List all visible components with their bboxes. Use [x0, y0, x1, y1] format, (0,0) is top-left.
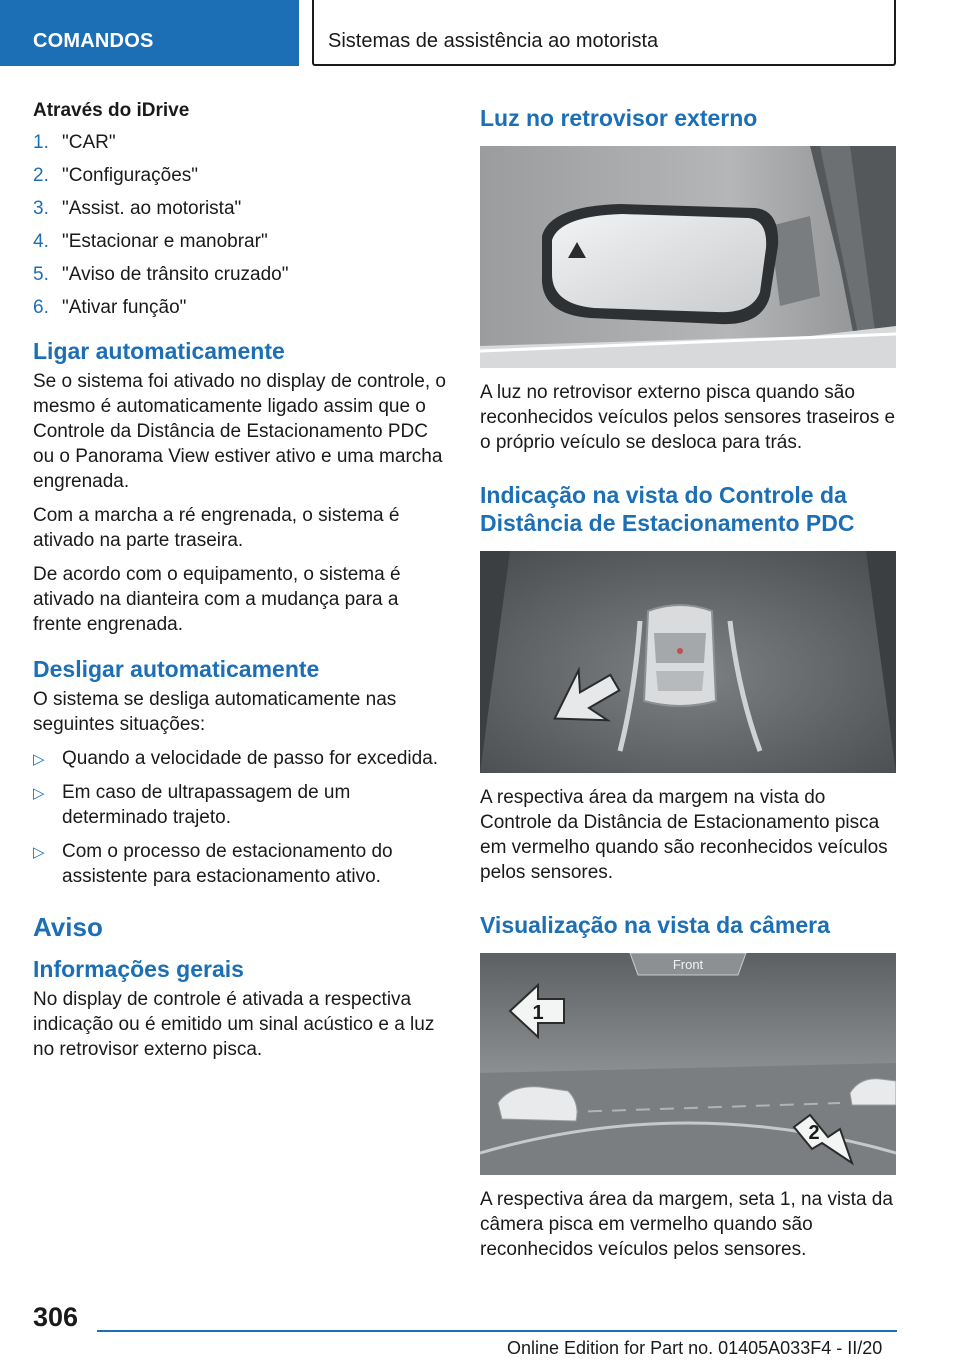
general-heading: Informações gerais [33, 956, 244, 982]
footer-divider [97, 1330, 897, 1332]
auto-off-list [33, 746, 448, 889]
mirror-paragraph: A luz no retrovisor externo pisca quando são reconhecidos veículos pelos sensores traseiros e o próprio veículo se desloca para trás. [480, 382, 896, 453]
step-number: 3. [33, 198, 49, 219]
chapter-label: Sistemas de assistência ao motorista [328, 30, 659, 52]
general-paragraph: No display de controle é ativada a respectiva indicação ou é emitido um sinal acústico e a luz no retrovisor externo pisca. [33, 989, 435, 1060]
page-number: 306 [33, 1302, 79, 1332]
mirror-heading: Luz no retrovisor externo [480, 105, 758, 131]
triangle-bullet-icon: ▷ [33, 844, 45, 861]
camera-front-label: Front [672, 957, 704, 972]
step-text: "Aviso de trânsito cruzado" [62, 264, 289, 285]
step-text: "Configurações" [62, 165, 199, 186]
idrive-steps [33, 132, 448, 319]
edition-label: Online Edition for Part no. 01405A033F4 - II/20 [507, 1338, 883, 1358]
triangle-bullet-icon: ▷ [33, 785, 45, 802]
left-column [33, 100, 448, 1071]
section-tab [0, 0, 299, 66]
step-item [33, 297, 448, 319]
auto-on-paragraph-3: De acordo com o equipamento, o sistema é ativado na dianteira com a mudança para a frente engrenada. [33, 564, 401, 635]
camera-illustration [480, 953, 896, 1175]
step-number: 6. [33, 297, 49, 318]
pdc-heading: Indicação na vista do Controle da Distância de Estacionamento PDC [480, 482, 855, 536]
mirror-illustration [480, 146, 896, 368]
warning-heading: Aviso [33, 912, 103, 942]
step-number: 1. [33, 132, 49, 153]
list-item-text: Em caso de ultrapassagem de um determinado trajeto. [62, 782, 351, 828]
auto-on-paragraph-2: Com a marcha a ré engrenada, o sistema é ativado na parte traseira. [33, 505, 400, 551]
step-item [33, 132, 448, 154]
section-label: COMANDOS [33, 30, 154, 52]
list-item-text: Quando a velocidade de passo for excedida. [62, 748, 439, 769]
step-number: 4. [33, 231, 49, 252]
camera-paragraph: A respectiva área da margem, seta 1, na vista da câmera pisca em vermelho quando são reconhecidos veículos pelos sensores. [480, 1189, 893, 1260]
chapter-tab [312, 0, 896, 66]
pdc-image [480, 551, 896, 773]
triangle-bullet-icon: ▷ [33, 751, 45, 768]
step-text: "Assist. ao motorista" [62, 198, 242, 219]
list-item [33, 746, 448, 771]
step-number: 2. [33, 165, 49, 186]
list-item [33, 839, 448, 889]
step-item [33, 264, 448, 286]
camera-heading: Visualização na vista da câmera [480, 912, 830, 938]
auto-on-heading: Ligar automaticamente [33, 338, 285, 364]
step-text: "Estacionar e manobrar" [62, 231, 268, 252]
list-item-text: Com o processo de estacionamento do assistente para estacionamento ativo. [62, 841, 393, 887]
auto-on-paragraph-1: Se o sistema foi ativado no display de controle, o mesmo é automaticamente ligado assim que o Controle da Distância de Estacionamento PDC ou o Panorama View estiver ativo e uma marcha engrenada. [33, 371, 446, 492]
idrive-title: Através do iDrive [33, 100, 190, 121]
list-item [33, 780, 448, 830]
mirror-image [480, 146, 896, 368]
camera-arrow-2-label: 2 [808, 1122, 820, 1144]
step-item [33, 165, 448, 187]
camera-image [480, 953, 896, 1175]
auto-off-paragraph: O sistema se desliga automaticamente nas seguintes situações: [33, 689, 397, 735]
camera-arrow-1-label: 1 [532, 1002, 544, 1024]
pdc-illustration [480, 551, 896, 773]
step-item [33, 198, 448, 220]
auto-off-heading: Desligar automaticamente [33, 656, 320, 682]
step-text: "Ativar função" [62, 297, 187, 318]
pdc-paragraph: A respectiva área da margem na vista do Controle da Distância de Estacionamento pisca em vermelho quando são reconhecidos veículos pelos sensores. [480, 787, 888, 883]
step-item [33, 231, 448, 253]
right-column [480, 100, 896, 1271]
step-number: 5. [33, 264, 49, 285]
step-text: "CAR" [62, 132, 116, 153]
